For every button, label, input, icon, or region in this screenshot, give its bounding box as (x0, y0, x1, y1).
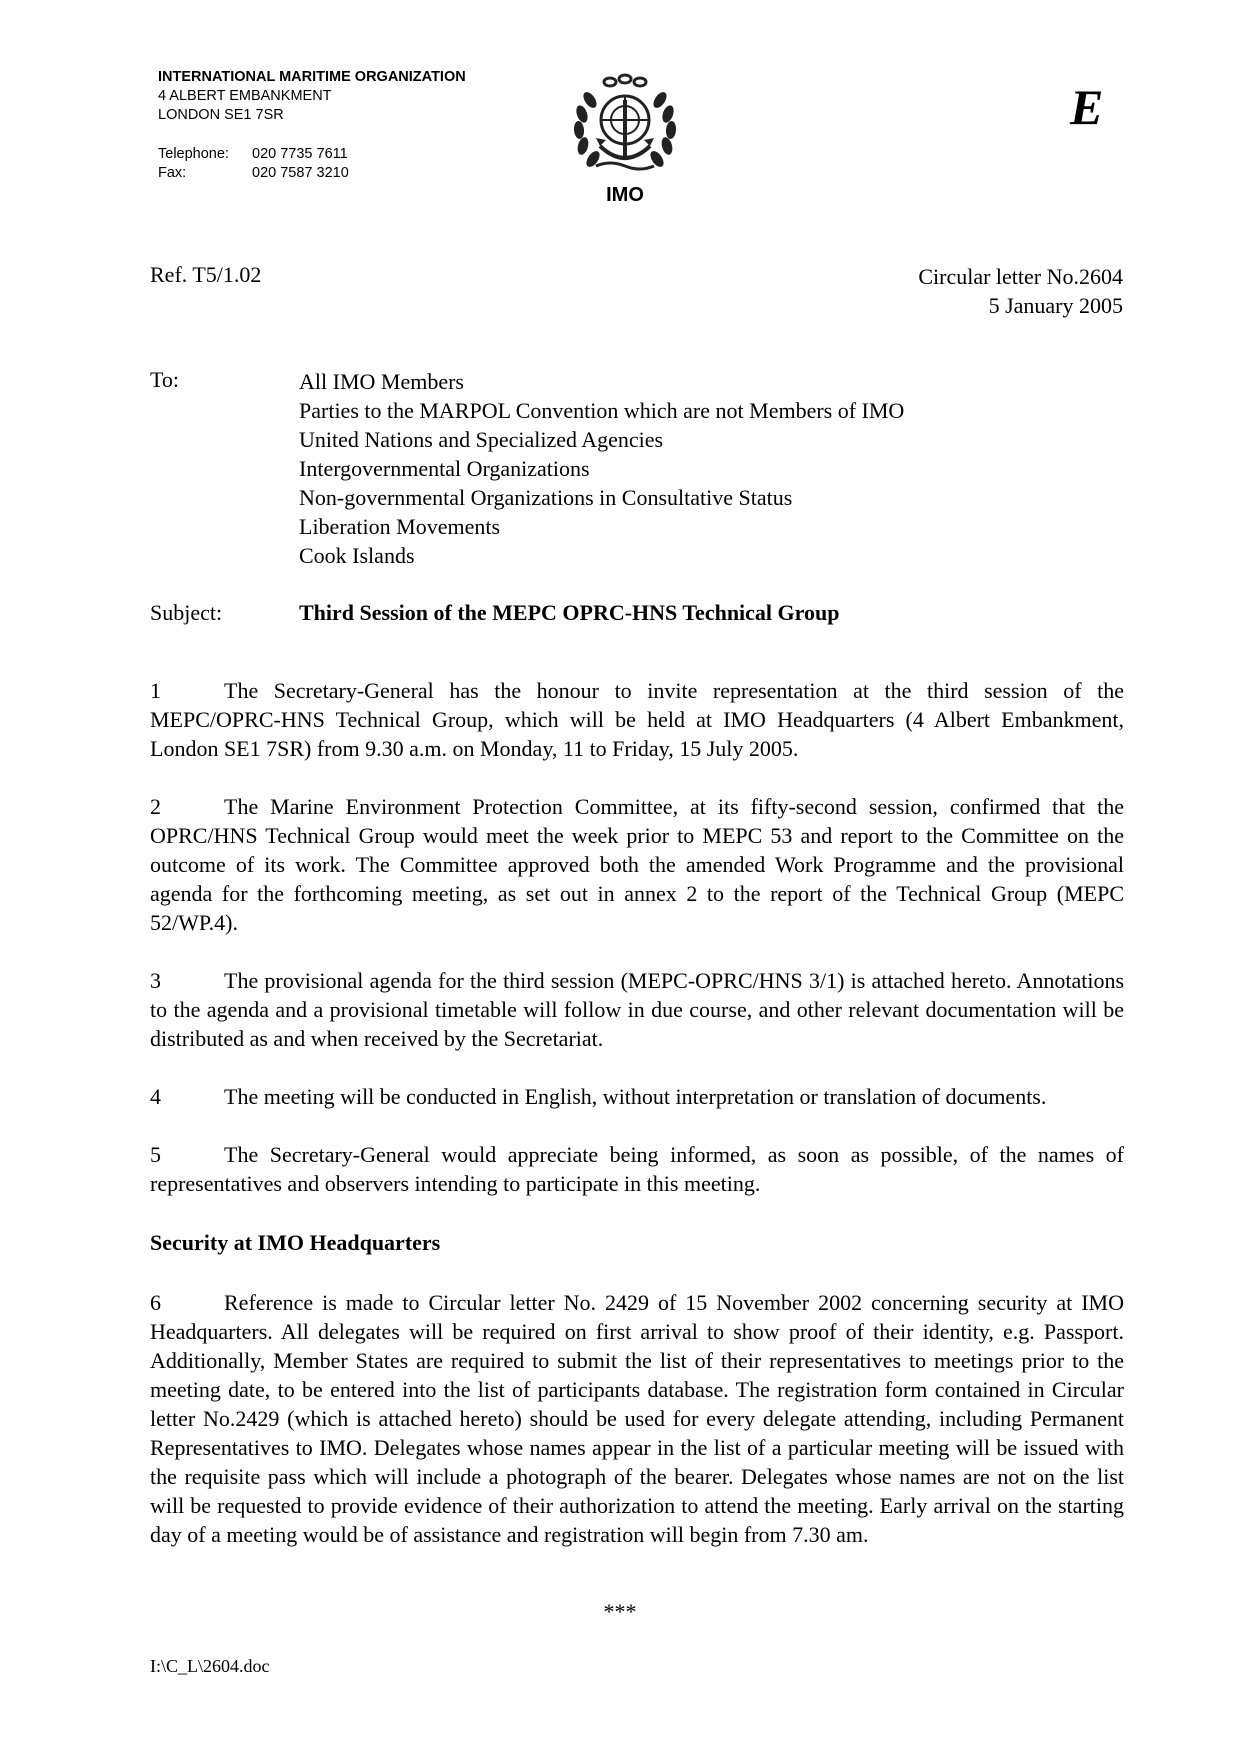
recipient-item: Liberation Movements (299, 514, 501, 539)
contact-info (158, 145, 349, 183)
paragraph-text: Reference is made to Circular letter No. 2429 of 15 November 2002 concerning security at IMO Headquarters. All delegates will be required on first arrival to show proof of their identity, e.g. Passport. Additionally, Member States are required to submit the list of their representatives to meetings prior to the meeting date, to be entered into the list of participants database. The registration form contained in Circular letter No.2429 (which is attached hereto) should be used for every delegate attending, including Permanent Representatives to IMO. Delegates whose names appear in the list of a particular meeting will be issued with the requisite pass which will include a photograph of the bearer. Delegates whose names are not on the list will be requested to provide evidence of their authorization to attend the meeting. Early arrival on the starting day of a meeting would be of assistance and registration will begin from 7.30 am. (150, 1290, 1124, 1547)
recipient-item: Non-governmental Organizations in Consultative Status (299, 485, 793, 510)
paragraph-number: 2 (150, 794, 161, 819)
telephone-value: 020 7735 7611 (252, 146, 348, 162)
recipient-item: Cook Islands (299, 543, 415, 568)
logo-text: IMO (606, 184, 644, 206)
file-path-footer: I:\C_L\2604.doc (150, 1656, 270, 1676)
circular-number: Circular letter No.2604 (918, 264, 1123, 289)
recipient-list (299, 367, 904, 570)
separator: *** (603, 1599, 637, 1624)
subject-text: Third Session of the MEPC OPRC-HNS Technical Group (299, 600, 840, 625)
paragraph-text: The meeting will be conducted in English, without interpretation or translation of documents. (224, 1084, 1047, 1109)
letter-date: 5 January 2005 (988, 293, 1123, 318)
subject-label: Subject: (150, 600, 223, 625)
paragraph-number: 4 (150, 1084, 161, 1109)
address-line-1: 4 ALBERT EMBANKMENT (158, 88, 332, 104)
address-line-2: LONDON SE1 7SR (158, 107, 284, 123)
telephone-row (158, 145, 349, 164)
telephone-label: Telephone: (158, 146, 229, 162)
language-mark: E (1070, 79, 1104, 135)
imo-emblem-icon (560, 70, 690, 180)
paragraph-3 (150, 966, 1124, 1053)
section-heading: Security at IMO Headquarters (150, 1230, 441, 1255)
paragraph-text: The Marine Environment Protection Committee, at its fifty-second session, confirmed that the OPRC/HNS Technical Group would meet the week prior to MEPC 53 and report to the Committee on the outcome of its work. The Committee approved both the amended Work Programme and the provisional agenda for the forthcoming meeting, as set out in annex 2 to the report of the Technical Group (MEPC 52/WP.4). (150, 794, 1124, 935)
recipient-item: Parties to the MARPOL Convention which are not Members of IMO (299, 398, 905, 423)
fax-value: 020 7587 3210 (252, 165, 349, 181)
paragraph-number: 6 (150, 1290, 161, 1315)
fax-row (158, 164, 349, 183)
paragraph-text: The Secretary-General would appreciate being informed, as soon as possible, of the names of representatives and observers intending to participate in this meeting. (150, 1142, 1124, 1196)
org-name: INTERNATIONAL MARITIME ORGANIZATION (158, 69, 466, 85)
paragraph-number: 5 (150, 1142, 161, 1167)
recipient-item: United Nations and Specialized Agencies (299, 427, 664, 452)
fax-label: Fax: (158, 165, 187, 181)
paragraph-6 (150, 1288, 1124, 1549)
paragraph-4 (150, 1082, 1124, 1111)
paragraph-1 (150, 676, 1124, 763)
reference-number: Ref. T5/1.02 (150, 262, 262, 287)
paragraph-5 (150, 1140, 1124, 1198)
paragraph-number: 3 (150, 968, 161, 993)
paragraph-2 (150, 792, 1124, 937)
to-label: To: (150, 367, 180, 392)
paragraph-text: The provisional agenda for the third session (MEPC-OPRC/HNS 3/1) is attached hereto. Annotations to the agenda and a provisional timetable will follow in due course, and other relevant documentation will be distributed as and when received by the Secretariat. (150, 968, 1124, 1051)
recipient-item: All IMO Members (299, 369, 464, 394)
paragraph-text: The Secretary-General has the honour to invite representation at the third session of the MEPC/OPRC-HNS Technical Group, which will be held at IMO Headquarters (4 Albert Embankment, London SE1 7SR) from 9.30 a.m. on Monday, 11 to Friday, 15 July 2005. (150, 678, 1124, 761)
recipient-item: Intergovernmental Organizations (299, 456, 590, 481)
organization-address (158, 68, 466, 125)
circular-info (918, 262, 1123, 320)
paragraph-number: 1 (150, 678, 161, 703)
